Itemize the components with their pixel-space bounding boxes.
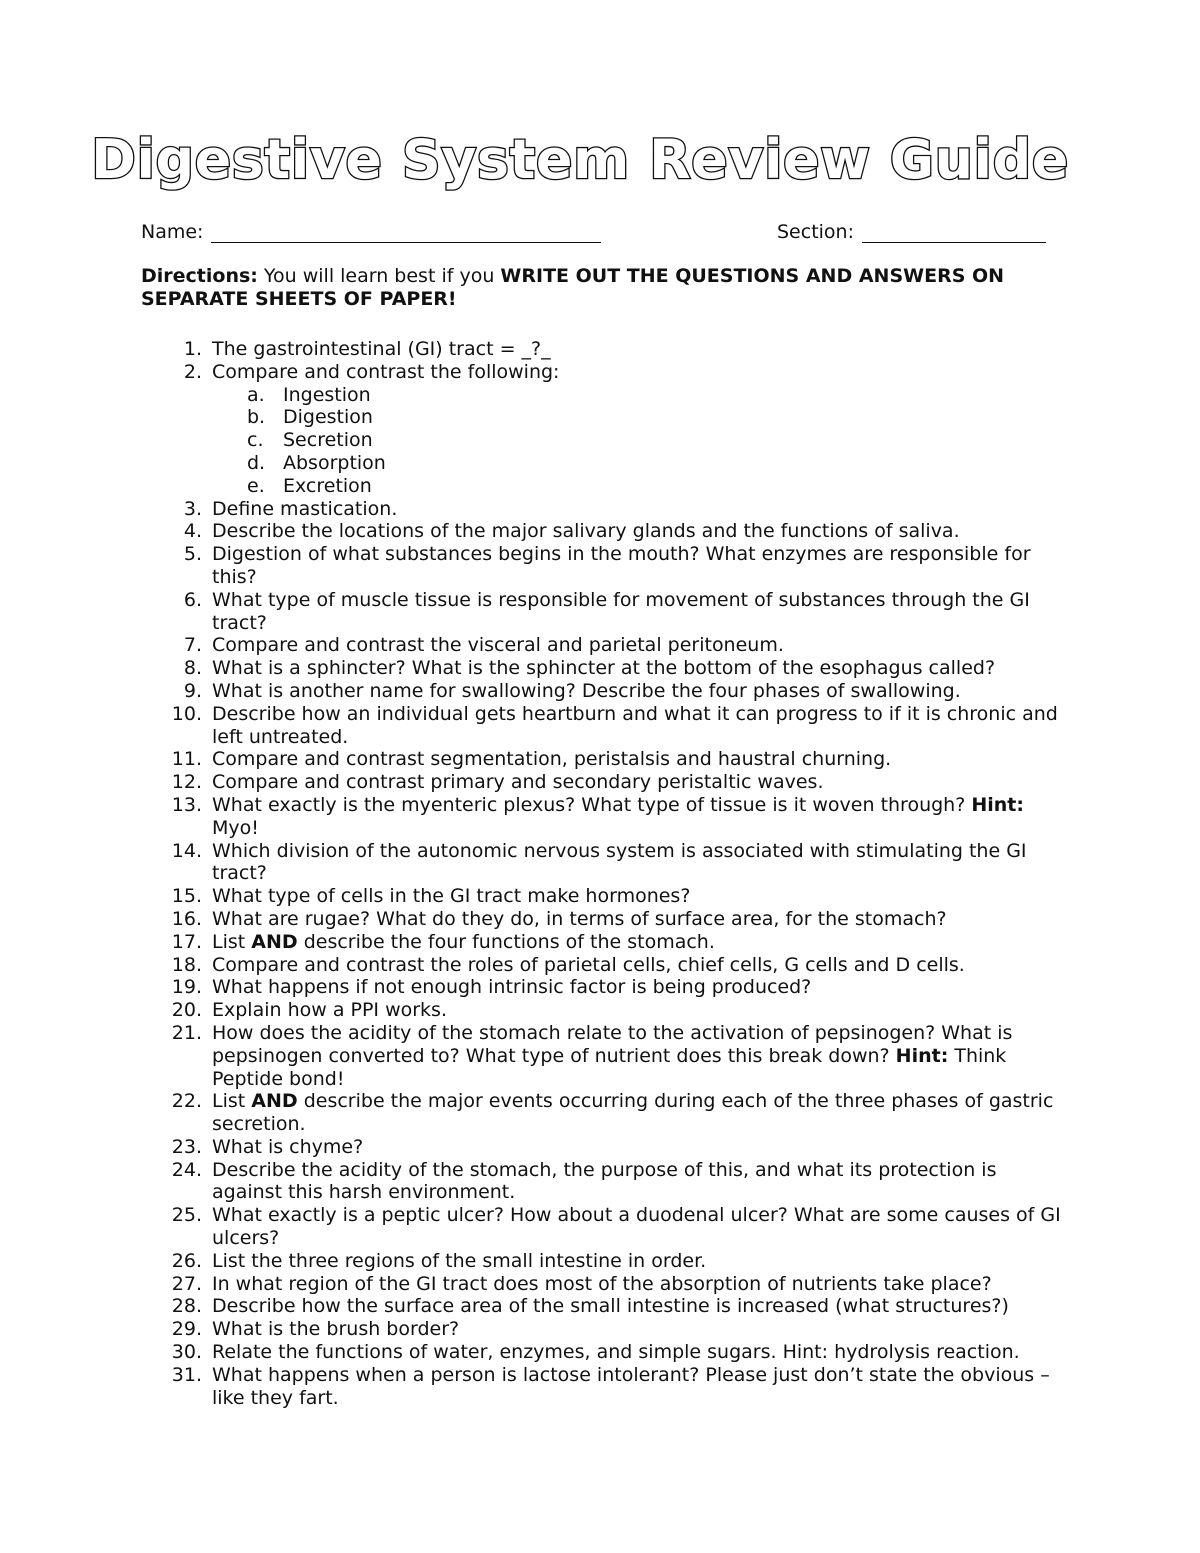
question-item [141,1364,1066,1410]
question-number: 31. [171,1363,202,1386]
question-text: Compare and contrast the roles of parietal cells, chief cells, G cells and D cells. [212,953,965,976]
question-text-bold: AND [251,1090,298,1113]
question-item [141,1318,1066,1341]
question-number: 22. [171,1090,202,1113]
question-item [141,1273,1066,1296]
question-number: 27. [171,1272,202,1295]
question-number: 3. [183,497,202,520]
question-text: What is the brush border? [212,1318,460,1341]
question-number: 15. [171,885,202,908]
question-item [141,634,1066,657]
question-number: 17. [171,930,202,953]
question-item [141,840,1066,886]
question-number: 28. [171,1295,202,1318]
question-number: 16. [171,907,202,930]
question-number: 23. [171,1135,202,1158]
question-text: List the three regions of the small intestine in order. [212,1249,707,1272]
question-number: 21. [171,1021,202,1044]
question-number: 2. [183,360,202,383]
question-text-bold: Hint: [971,793,1024,816]
question-text: Describe how an individual gets heartburn and what it can progress to if it is chronic and left untreated. [212,702,1058,748]
question-text: What exactly is a peptic ulcer? How about a duodenal ulcer? What are some causes of GI ulcers? [212,1204,1061,1250]
sub-item [212,452,1066,475]
header-fields [141,220,1051,248]
sub-item-letter: e. [247,474,265,497]
sub-item [212,475,1066,498]
question-text: Compare and contrast primary and secondary peristaltic waves. [212,771,824,794]
question-number: 11. [171,748,202,771]
question-text: What happens if not enough intrinsic factor is being produced? [212,976,812,999]
question-number: 6. [183,588,202,611]
sub-item-text: Secretion [283,429,373,452]
question-text: What is a sphincter? What is the sphincter at the bottom of the esophagus called? [212,657,996,680]
question-text: Compare and contrast segmentation, peristalsis and haustral churning. [212,748,892,771]
name-field [141,220,601,243]
sub-item-letter: d. [247,451,266,474]
question-text: What are rugae? What do they do, in terms of surface area, for the stomach? [212,907,947,930]
page-title: Digestive System Review Guide [91,128,1069,191]
question-text-pre: List [212,1090,252,1113]
question-text: What is another name for swallowing? Describe the four phases of swallowing. [212,679,961,702]
question-text-bold: AND [251,930,298,953]
question-number: 13. [171,793,202,816]
question-item [141,908,1066,931]
question-number: 14. [171,839,202,862]
question-text-post: describe the major events occurring during each of the three phases of gastric secretion. [212,1090,1054,1136]
question-item [141,976,1066,999]
question-number: 20. [171,999,202,1022]
section-label: Section: [777,221,854,243]
sub-item-text: Absorption [283,451,386,474]
question-item [141,771,1066,794]
question-item [141,1295,1066,1318]
question-text-pre: How does the acidity of the stomach relate to the activation of pepsinogen? What is pepsinogen converted to? What type of nutrient does this break down? [212,1021,1013,1067]
question-item [141,498,1066,521]
question-number: 29. [171,1318,202,1341]
sub-item-list [212,384,1066,498]
question-item [141,1090,1066,1136]
question-text: Compare and contrast the following: [212,360,560,383]
question-text-pre: List [212,930,252,953]
section-field [777,220,1046,243]
name-blank-line [211,220,601,243]
question-text: What happens when a person is lactose intolerant? Please just don’t state the obvious – like they fart. [212,1363,1050,1409]
question-number: 30. [171,1341,202,1364]
question-item [141,520,1066,543]
question-text: Define mastication. [212,497,398,520]
question-text: Explain how a PPI works. [212,999,447,1022]
sub-item-text: Ingestion [283,383,371,406]
section-blank-line [862,220,1046,243]
directions-text: You will learn best if you [257,265,501,287]
question-text-pre: What exactly is the myenteric plexus? What type of tissue is it woven through? [212,793,972,816]
question-number: 26. [171,1249,202,1272]
question-item [141,999,1066,1022]
sub-item [212,384,1066,407]
question-item [141,680,1066,703]
question-number: 18. [171,953,202,976]
question-item [141,657,1066,680]
question-text: The gastrointestinal (GI) tract = _?_ [212,338,551,360]
question-number: 25. [171,1204,202,1227]
question-item [141,1204,1066,1250]
sub-item [212,406,1066,429]
question-number: 9. [183,679,202,702]
question-item [141,1022,1066,1090]
question-text [212,1090,1053,1135]
name-label: Name: [141,221,204,243]
question-item [141,954,1066,977]
question-number: 1. [183,338,202,360]
question-text: What type of cells in the GI tract make hormones? [212,885,691,908]
sub-item-text: Excretion [283,474,372,497]
question-item [141,589,1066,635]
question-item [141,1136,1066,1159]
question-item [141,543,1066,589]
question-text [212,794,1024,839]
sub-item-text: Digestion [283,406,373,429]
sub-item [212,429,1066,452]
question-number: 7. [183,634,202,657]
question-number: 5. [183,543,202,566]
question-text: Relate the functions of water, enzymes, and simple sugars. Hint: hydrolysis reaction. [212,1341,1020,1364]
question-text: In what region of the GI tract does most of the absorption of nutrients take place? [212,1272,992,1295]
question-number: 12. [171,771,202,794]
directions-emphasis: WRITE OUT THE QUESTIONS AND ANSWERS ON SEPARATE SHEETS OF PAPER! [141,265,1005,310]
question-text: Describe how the surface area of the small intestine is increased (what structures?) [212,1295,1009,1318]
question-text-bold: Hint: [895,1044,949,1067]
question-item [141,1341,1066,1364]
question-text [212,931,715,953]
question-item [141,1250,1066,1273]
question-text: What is chyme? [212,1135,364,1158]
question-item [141,361,1066,498]
question-number: 4. [183,520,202,543]
sub-item-letter: b. [247,406,266,429]
question-number: 10. [171,702,202,725]
question-number: 19. [171,976,202,999]
question-text: Which division of the autonomic nervous system is associated with stimulating the GI tract? [212,839,1027,885]
question-list [141,338,1066,1409]
question-item [141,1159,1066,1205]
sub-item-letter: a. [247,383,265,406]
question-text: Describe the acidity of the stomach, the purpose of this, and what its protection is against this harsh environment. [212,1158,997,1204]
question-item [141,931,1066,954]
question-item [141,703,1066,749]
sub-item-letter: c. [247,429,264,452]
question-text: Compare and contrast the visceral and parietal peritoneum. [212,634,784,657]
question-number: 24. [171,1158,202,1181]
question-item [141,748,1066,771]
question-text: Digestion of what substances begins in the mouth? What enzymes are responsible for this? [212,543,1031,588]
directions-label: Directions: [141,265,258,287]
question-number: 8. [183,657,202,680]
question-text: Describe the locations of the major salivary glands and the functions of saliva. [212,520,960,543]
question-text [212,1022,1012,1090]
directions [141,265,1051,311]
question-text: What type of muscle tissue is responsible for movement of substances through the GI tract? [212,588,1030,634]
question-text-post: describe the four functions of the stomach. [297,930,715,953]
question-text-post: Think Peptide bond! [212,1044,1007,1090]
question-item [141,885,1066,908]
question-text-post: Myo! [212,816,259,839]
question-item [141,794,1066,840]
question-item [141,338,1066,361]
